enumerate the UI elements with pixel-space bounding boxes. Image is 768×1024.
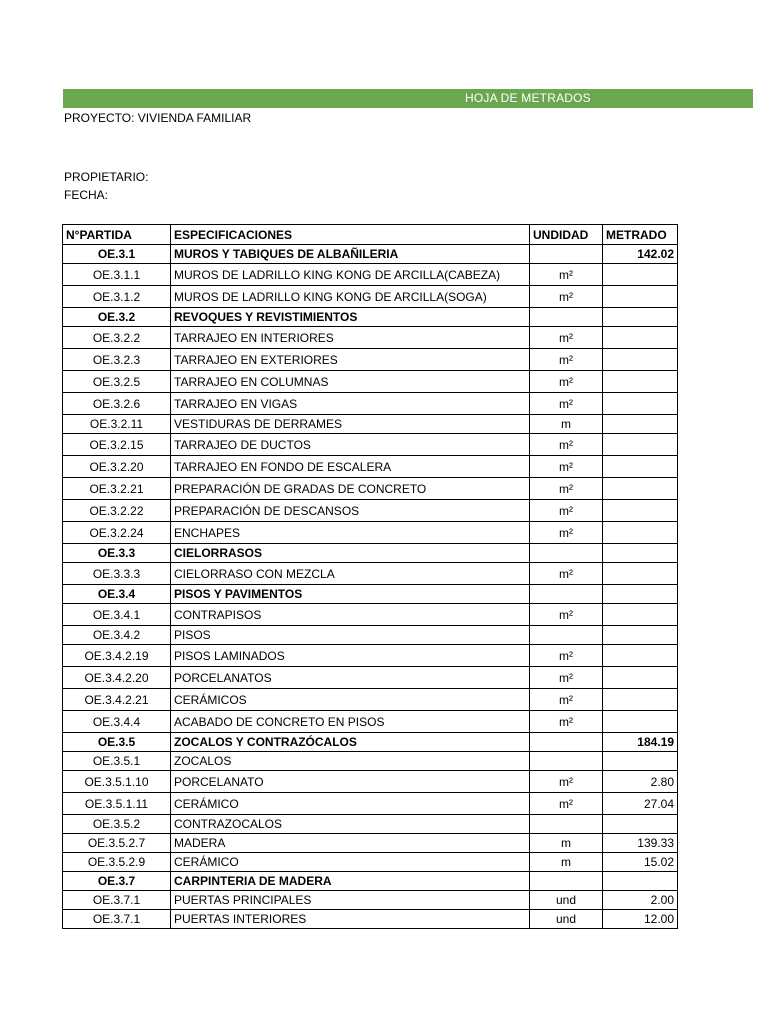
table-row [63, 910, 678, 929]
partida-code-cell: OE.3.2.21 [63, 478, 171, 500]
unit-cell: m [530, 853, 603, 872]
unit-cell: m² [530, 434, 603, 456]
partida-code-cell: OE.3.2 [63, 308, 171, 327]
quantity-cell [603, 872, 678, 891]
unit-cell: m² [530, 604, 603, 626]
quantity-cell [603, 689, 678, 711]
table-row [63, 393, 678, 415]
sheet-title-banner [63, 89, 753, 108]
quantity-cell [603, 434, 678, 456]
partida-code-cell: OE.3.4.2.19 [63, 645, 171, 667]
table-row [63, 308, 678, 327]
partida-code-cell: OE.3.2.6 [63, 393, 171, 415]
date-label: FECHA: [64, 188, 109, 202]
table-row [63, 264, 678, 286]
table-row [63, 456, 678, 478]
table-header-row [63, 225, 678, 245]
specification-cell: PUERTAS PRINCIPALES [171, 891, 530, 910]
table-row [63, 711, 678, 733]
unit-cell: m² [530, 264, 603, 286]
table-row [63, 645, 678, 667]
partida-code-cell: OE.3.7 [63, 872, 171, 891]
partida-code-cell: OE.3.2.20 [63, 456, 171, 478]
unit-cell: m² [530, 371, 603, 393]
unit-cell: m² [530, 349, 603, 371]
quantity-cell [603, 478, 678, 500]
partida-code-cell: OE.3.4.2 [63, 626, 171, 645]
unit-cell: m [530, 834, 603, 853]
partida-code-cell: OE.3.5.2.9 [63, 853, 171, 872]
partida-code-cell: OE.3.4.2.20 [63, 667, 171, 689]
specification-cell: ACABADO DE CONCRETO EN PISOS [171, 711, 530, 733]
table-row [63, 689, 678, 711]
header-especificaciones: ESPECIFICACIONES [171, 225, 530, 245]
table-row [63, 891, 678, 910]
table-row [63, 815, 678, 834]
specification-cell: VESTIDURAS DE DERRAMES [171, 415, 530, 434]
unit-cell [530, 544, 603, 563]
quantity-cell: 2.80 [603, 771, 678, 793]
quantity-cell: 184.19 [603, 733, 678, 752]
partida-code-cell: OE.3.3.3 [63, 563, 171, 585]
specification-cell: TARRAJEO EN EXTERIORES [171, 349, 530, 371]
table-row [63, 853, 678, 872]
specification-cell: PUERTAS INTERIORES [171, 910, 530, 929]
specification-cell: TARRAJEO EN COLUMNAS [171, 371, 530, 393]
quantity-cell [603, 393, 678, 415]
unit-cell: m² [530, 645, 603, 667]
table-row [63, 327, 678, 349]
unit-cell [530, 308, 603, 327]
partida-code-cell: OE.3.4 [63, 585, 171, 604]
unit-cell: m² [530, 667, 603, 689]
specification-cell: ZOCALOS Y CONTRAZÓCALOS [171, 733, 530, 752]
quantity-cell [603, 456, 678, 478]
quantity-cell [603, 349, 678, 371]
unit-cell: m² [530, 522, 603, 544]
unit-cell: und [530, 910, 603, 929]
quantity-cell [603, 544, 678, 563]
quantity-cell [603, 522, 678, 544]
specification-cell: CIELORRASOS [171, 544, 530, 563]
unit-cell: m² [530, 689, 603, 711]
quantity-cell [603, 645, 678, 667]
quantity-cell [603, 264, 678, 286]
quantity-cell [603, 563, 678, 585]
header-metrado: METRADO [603, 225, 678, 245]
specification-cell: PREPARACIÓN DE GRADAS DE CONCRETO [171, 478, 530, 500]
quantity-cell [603, 286, 678, 308]
table-row [63, 434, 678, 456]
table-row [63, 500, 678, 522]
partida-code-cell: OE.3.3 [63, 544, 171, 563]
specification-cell: TARRAJEO EN VIGAS [171, 393, 530, 415]
specification-cell: PREPARACIÓN DE DESCANSOS [171, 500, 530, 522]
table-row [63, 478, 678, 500]
table-row [63, 563, 678, 585]
partida-code-cell: OE.3.4.4 [63, 711, 171, 733]
partida-code-cell: OE.3.5.2.7 [63, 834, 171, 853]
table-row [63, 286, 678, 308]
specification-cell: CONTRAZOCALOS [171, 815, 530, 834]
specification-cell: CONTRAPISOS [171, 604, 530, 626]
quantity-cell: 2.00 [603, 891, 678, 910]
quantity-cell [603, 585, 678, 604]
specification-cell: TARRAJEO EN FONDO DE ESCALERA [171, 456, 530, 478]
quantity-cell [603, 667, 678, 689]
quantity-cell [603, 711, 678, 733]
table-row [63, 415, 678, 434]
table-row [63, 626, 678, 645]
unit-cell [530, 245, 603, 264]
quantity-cell: 27.04 [603, 793, 678, 815]
quantity-cell [603, 415, 678, 434]
specification-cell: REVOQUES Y REVISTIMIENTOS [171, 308, 530, 327]
specification-cell: CIELORRASO CON MEZCLA [171, 563, 530, 585]
specification-cell: CARPINTERIA DE MADERA [171, 872, 530, 891]
table-row [63, 604, 678, 626]
quantity-cell [603, 626, 678, 645]
partida-code-cell: OE.3.4.1 [63, 604, 171, 626]
table-row [63, 371, 678, 393]
unit-cell: m² [530, 500, 603, 522]
table-row [63, 544, 678, 563]
unit-cell: m² [530, 771, 603, 793]
unit-cell [530, 626, 603, 645]
sheet-title: HOJA DE METRADOS [465, 91, 591, 105]
partida-code-cell: OE.3.2.24 [63, 522, 171, 544]
specification-cell: PORCELANATOS [171, 667, 530, 689]
table-row [63, 245, 678, 264]
table-row [63, 752, 678, 771]
partida-code-cell: OE.3.2.5 [63, 371, 171, 393]
quantity-cell: 142.02 [603, 245, 678, 264]
partida-code-cell: OE.3.5 [63, 733, 171, 752]
partida-code-cell: OE.3.5.1.11 [63, 793, 171, 815]
table-row [63, 834, 678, 853]
specification-cell: MADERA [171, 834, 530, 853]
unit-cell: und [530, 891, 603, 910]
quantity-cell [603, 604, 678, 626]
specification-cell: MUROS DE LADRILLO KING KONG DE ARCILLA(SOGA) [171, 286, 530, 308]
metrados-table [62, 224, 678, 929]
header-partida: N°PARTIDA [63, 225, 171, 245]
quantity-cell: 139.33 [603, 834, 678, 853]
specification-cell: TARRAJEO EN INTERIORES [171, 327, 530, 349]
partida-code-cell: OE.3.4.2.21 [63, 689, 171, 711]
specification-cell: PORCELANATO [171, 771, 530, 793]
partida-code-cell: OE.3.2.15 [63, 434, 171, 456]
quantity-cell [603, 371, 678, 393]
specification-cell: PISOS LAMINADOS [171, 645, 530, 667]
unit-cell: m [530, 415, 603, 434]
partida-code-cell: OE.3.2.3 [63, 349, 171, 371]
table-row [63, 771, 678, 793]
table-row [63, 585, 678, 604]
quantity-cell [603, 752, 678, 771]
table-row [63, 872, 678, 891]
table-row [63, 349, 678, 371]
table-row [63, 733, 678, 752]
quantity-cell [603, 500, 678, 522]
quantity-cell: 15.02 [603, 853, 678, 872]
unit-cell: m² [530, 456, 603, 478]
partida-code-cell: OE.3.2.22 [63, 500, 171, 522]
specification-cell: MUROS DE LADRILLO KING KONG DE ARCILLA(CABEZA) [171, 264, 530, 286]
unit-cell [530, 752, 603, 771]
unit-cell: m² [530, 478, 603, 500]
specification-cell: TARRAJEO DE DUCTOS [171, 434, 530, 456]
project-label: PROYECTO: VIVIENDA FAMILIAR [64, 111, 252, 125]
unit-cell: m² [530, 393, 603, 415]
partida-code-cell: OE.3.5.1.10 [63, 771, 171, 793]
unit-cell [530, 733, 603, 752]
specification-cell: PISOS Y PAVIMENTOS [171, 585, 530, 604]
unit-cell [530, 815, 603, 834]
unit-cell [530, 585, 603, 604]
quantity-cell [603, 308, 678, 327]
unit-cell [530, 872, 603, 891]
partida-code-cell: OE.3.1 [63, 245, 171, 264]
specification-cell: CERÁMICO [171, 793, 530, 815]
table-row [63, 667, 678, 689]
table-row [63, 522, 678, 544]
specification-cell: ENCHAPES [171, 522, 530, 544]
unit-cell: m² [530, 286, 603, 308]
unit-cell: m² [530, 711, 603, 733]
partida-code-cell: OE.3.2.11 [63, 415, 171, 434]
unit-cell: m² [530, 327, 603, 349]
quantity-cell [603, 327, 678, 349]
partida-code-cell: OE.3.1.2 [63, 286, 171, 308]
partida-code-cell: OE.3.5.2 [63, 815, 171, 834]
partida-code-cell: OE.3.1.1 [63, 264, 171, 286]
partida-code-cell: OE.3.2.2 [63, 327, 171, 349]
header-unidad: UNDIDAD [530, 225, 603, 245]
partida-code-cell: OE.3.5.1 [63, 752, 171, 771]
unit-cell: m² [530, 563, 603, 585]
table-row [63, 793, 678, 815]
specification-cell: MUROS Y TABIQUES DE ALBAÑILERIA [171, 245, 530, 264]
quantity-cell [603, 815, 678, 834]
quantity-cell: 12.00 [603, 910, 678, 929]
specification-cell: CERÁMICOS [171, 689, 530, 711]
specification-cell: CERÁMICO [171, 853, 530, 872]
unit-cell: m² [530, 793, 603, 815]
specification-cell: PISOS [171, 626, 530, 645]
partida-code-cell: OE.3.7.1 [63, 891, 171, 910]
owner-label: PROPIETARIO: [64, 170, 149, 184]
partida-code-cell: OE.3.7.1 [63, 910, 171, 929]
specification-cell: ZOCALOS [171, 752, 530, 771]
